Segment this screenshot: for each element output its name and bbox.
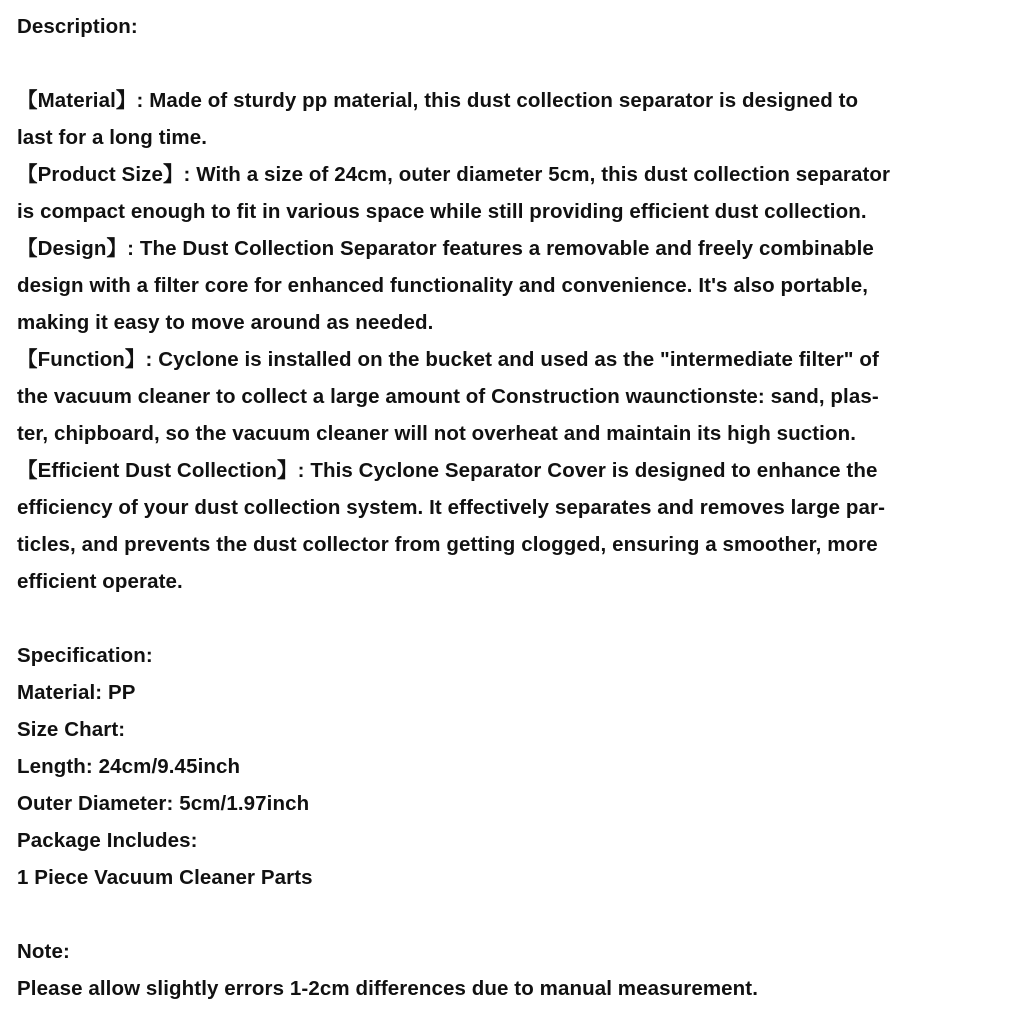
product-size-line-1: 【Product Size】: With a size of 24cm, outer diameter 5cm, this dust collection separator: [17, 163, 891, 186]
spec-size-chart: Size Chart:: [17, 718, 126, 741]
package-heading: Package Includes:: [17, 829, 198, 852]
efficient-line-1: 【Efficient Dust Collection】: This Cyclone Separator Cover is designed to enhance the: [17, 459, 878, 482]
specification-heading: Specification:: [17, 644, 153, 667]
description-heading: Description:: [17, 15, 138, 38]
function-line-1: 【Function】: Cyclone is installed on the bucket and used as the "intermediate filter" of: [17, 348, 879, 371]
efficient-line-2: efficiency of your dust collection system. It effectively separates and removes large par-: [17, 496, 886, 519]
note-text: Please allow slightly errors 1-2cm differences due to manual measurement.: [17, 977, 759, 1000]
spacer: [17, 896, 1013, 933]
efficient-line-4: efficient operate.: [17, 570, 183, 593]
design-line-2: design with a filter core for enhanced functionality and convenience. It's also portable,: [17, 274, 869, 297]
note-heading: Note:: [17, 940, 70, 963]
efficient-line-3: ticles, and prevents the dust collector from getting clogged, ensuring a smoother, more: [17, 533, 878, 556]
material-line-1: 【Material】: Made of sturdy pp material, this dust collection separator is designed to: [17, 89, 859, 112]
package-item: 1 Piece Vacuum Cleaner Parts: [17, 866, 313, 889]
spec-length: Length: 24cm/9.45inch: [17, 755, 241, 778]
material-line-2: last for a long time.: [17, 126, 208, 149]
function-line-2: the vacuum cleaner to collect a large amount of Construction waunctionste: sand, plas-: [17, 385, 879, 408]
spacer: [17, 600, 1013, 637]
spec-material: Material: PP: [17, 681, 136, 704]
product-size-line-2: is compact enough to fit in various space while still providing efficient dust collection.: [17, 200, 867, 223]
spacer: [17, 45, 1013, 82]
product-description-document: [17, 8, 1013, 1007]
design-line-1: 【Design】: The Dust Collection Separator features a removable and freely combinable: [17, 237, 874, 260]
design-line-3: making it easy to move around as needed.: [17, 311, 434, 334]
spec-outer-diameter: Outer Diameter: 5cm/1.97inch: [17, 792, 310, 815]
function-line-3: ter, chipboard, so the vacuum cleaner will not overheat and maintain its high suction.: [17, 422, 857, 445]
